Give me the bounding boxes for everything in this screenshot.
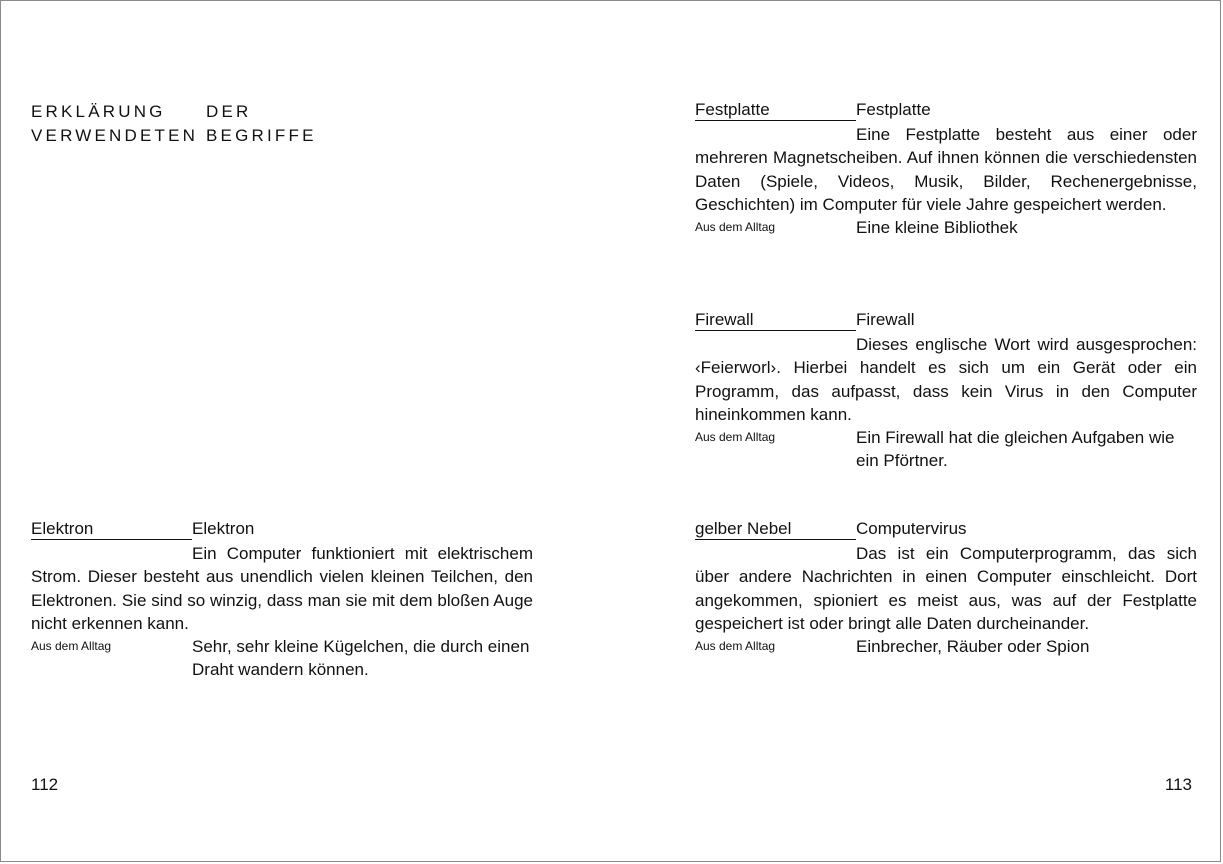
- alltag-label: Aus dem Alltag: [695, 639, 776, 653]
- glossary-term: Festplatte: [695, 100, 856, 121]
- glossary-definition: Das ist ein Computerprogramm, das sich über andere Nachrichten in einen Computer einschleicht. Dort angekommen, spioniert es meist aus, was auf der Festplatte gespeichert ist oder bringt alle Daten durcheinander.: [695, 544, 1197, 633]
- alltag-text: Einbrecher, Räuber oder Spion: [856, 637, 1090, 656]
- glossary-entry-gelber-nebel: [695, 519, 1197, 658]
- glossary-term-title: Computervirus: [856, 519, 967, 538]
- glossary-definition: Dieses englische Wort wird ausgesprochen: ‹Feierworl›. Hierbei handelt es sich um ein Gerät oder ein Programm, das aufpasst, dass kein Virus in den Computer hineinkommen kann.: [695, 335, 1197, 424]
- glossary-definition: Ein Computer funktioniert mit elektrischem Strom. Dieser besteht aus unendlich vielen kleinen Teilchen, den Elektronen. Sie sind so winzig, dass man sie mit dem bloßen Auge nicht erkennen kann.: [31, 544, 533, 633]
- alltag-text: Ein Firewall hat die gleichen Aufgaben wie ein Pförtner.: [856, 428, 1175, 471]
- glossary-term: gelber Nebel: [695, 519, 856, 540]
- page-number-left: 112: [31, 775, 59, 794]
- glossary-entry-festplatte: [695, 100, 1197, 239]
- heading-word: VERWENDETEN: [31, 126, 199, 145]
- glossary-term: Elektron: [31, 519, 192, 540]
- heading-word: BEGRIFFE: [206, 126, 317, 145]
- glossary-term-title: Elektron: [192, 519, 255, 538]
- heading-word: ERKLÄRUNG: [31, 102, 166, 121]
- glossary-entry-firewall: [695, 310, 1197, 472]
- glossary-term: Firewall: [695, 310, 856, 331]
- alltag-label: Aus dem Alltag: [695, 430, 776, 444]
- glossary-definition: Eine Festplatte besteht aus einer oder mehreren Magnetscheiben. Auf ihnen können die verschiedensten Daten (Spiele, Videos, Musik, Bilder, Rechenergebnisse, Geschichten) im Computer für viele Jahre gespeichert werden.: [695, 125, 1197, 214]
- glossary-term-title: Festplatte: [856, 100, 931, 119]
- alltag-label: Aus dem Alltag: [695, 220, 776, 234]
- alltag-text: Sehr, sehr kleine Kügelchen, die durch einen Draht wandern können.: [192, 637, 530, 680]
- alltag-row: [695, 635, 1197, 658]
- alltag-text: Eine kleine Bibliothek: [856, 218, 1018, 237]
- alltag-row: [695, 426, 1197, 472]
- alltag-row: [695, 216, 1197, 239]
- alltag-label: Aus dem Alltag: [31, 639, 112, 653]
- glossary-term-title: Firewall: [856, 310, 915, 329]
- alltag-row: [31, 635, 533, 681]
- glossary-entry-elektron: [31, 519, 533, 681]
- page-number-right: 113: [1164, 775, 1192, 794]
- heading-word: DER: [206, 102, 252, 121]
- section-heading: [31, 100, 317, 148]
